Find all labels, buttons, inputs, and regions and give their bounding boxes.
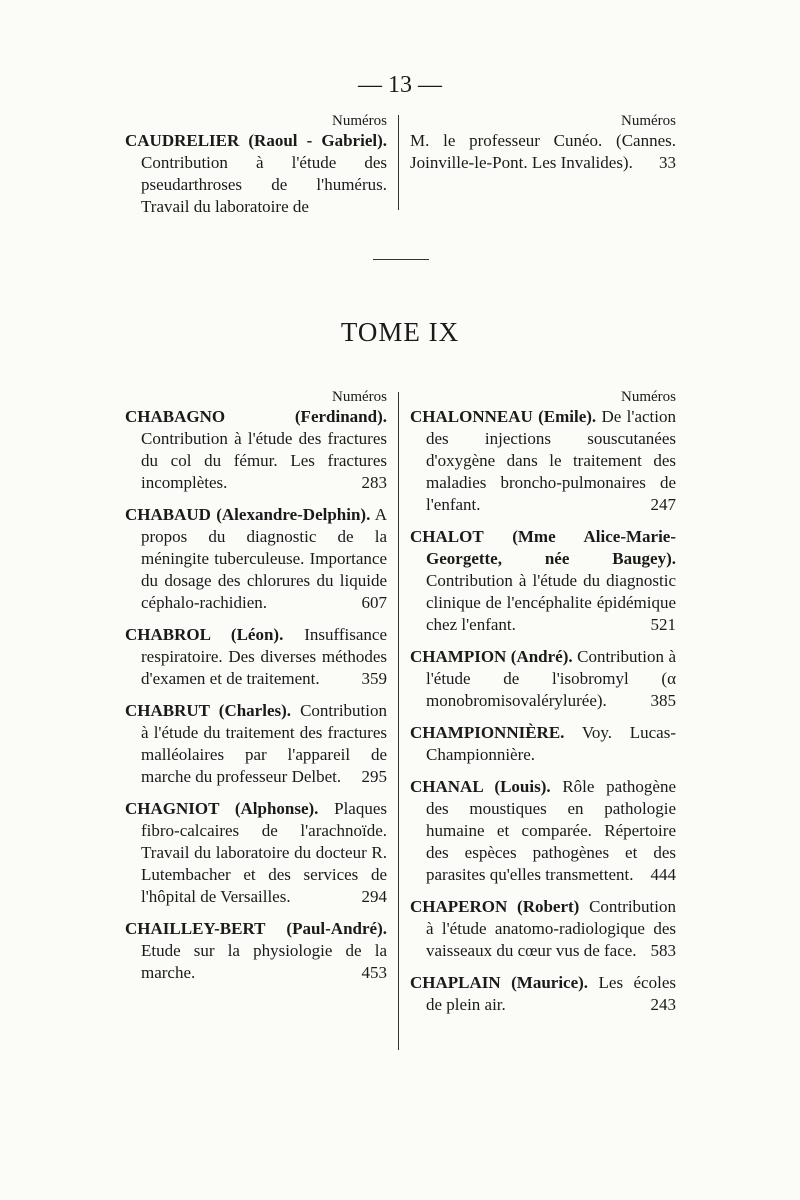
entry-number: 247	[650, 495, 676, 514]
left-entries	[125, 406, 387, 984]
entry-number: 243	[650, 995, 676, 1014]
entry-name: CHAGNIOT (Alphonse).	[125, 799, 319, 818]
section-rule	[373, 259, 429, 260]
index-entry	[410, 972, 676, 1016]
entry-name: CHAMPION (André).	[410, 647, 573, 666]
entry-name: CHANAL (Louis).	[410, 777, 551, 796]
index-entry	[410, 776, 676, 886]
entry-text: Contribution à l'étude des fractures du col du fémur. Les fractures incomplètes.	[141, 429, 387, 492]
page-number: — 13 —	[358, 72, 442, 98]
entry-name: CHAMPIONNIÈRE.	[410, 723, 565, 742]
entry-caudrelier	[125, 130, 387, 218]
column-header: Numéros	[621, 113, 676, 129]
index-entry	[125, 918, 387, 984]
entry-number: 294	[361, 887, 387, 906]
entry-name: CHABAUD (Alexandre-Delphin).	[125, 505, 371, 524]
entry-name: CHAILLEY-BERT (Paul-André).	[125, 919, 387, 938]
entry-number: 295	[361, 767, 387, 786]
entry-text: Insuffisance respiratoire. Des diverses méthodes d'examen et de traitement.	[141, 625, 387, 688]
entry-number: 33	[659, 153, 676, 172]
entry-name: CHAPLAIN (Maurice).	[410, 973, 589, 992]
entry-name: CHALONNEAU (Emile).	[410, 407, 597, 426]
index-entry	[125, 406, 387, 494]
top-left-column	[125, 112, 387, 228]
index-entry	[410, 526, 676, 636]
column-divider-top	[398, 115, 399, 210]
entry-text: Contribution à l'étude des pseudarthroses de l'humérus. Travail du laboratoire de	[141, 153, 387, 216]
entry-number: 385	[650, 691, 676, 710]
index-entry	[410, 722, 676, 766]
index-entry	[410, 896, 676, 962]
entry-text: Voy. Lucas-Championnière.	[426, 723, 676, 764]
entry-text: Contribution à l'étude de l'isobromyl (α monobromisovalérylurée).	[426, 647, 677, 710]
column-header: Numéros	[332, 389, 387, 405]
entry-name: CHALOT (Mme Alice-Marie-Georgette, née Baugey).	[410, 527, 676, 568]
entry-text: Plaques fibro-calcaires de l'arachnoïde. Travail du laboratoire du docteur R. Lutembacher et des services de l'hôpital de Versailles.	[141, 799, 388, 906]
entry-name: CAUDRELIER (Raoul - Gabriel).	[125, 131, 387, 150]
index-entry	[125, 504, 387, 614]
entry-text: Contribution à l'étude du diagnostic clinique de l'encéphalite épidémique chez l'enfant.	[426, 571, 676, 634]
entry-continuation	[410, 130, 676, 174]
entry-number: 583	[650, 941, 676, 960]
tome-title: TOME IX	[340, 317, 460, 347]
entry-text: A propos du diagnostic de la méningite tuberculeuse. Importance du dosage des chlorures du liquide céphalo-rachidien.	[141, 505, 387, 612]
index-entry	[125, 798, 387, 908]
entry-number: 283	[361, 473, 387, 492]
entry-text: Contribution à l'étude du traitement des fractures malléolaires par l'appareil de marche du professeur Delbet.	[141, 701, 387, 786]
right-column	[410, 388, 676, 1026]
right-entries	[410, 406, 676, 1016]
column-header: Numéros	[621, 389, 676, 405]
column-header: Numéros	[332, 113, 387, 129]
entry-number: 453	[361, 963, 387, 982]
entry-text: Contribution à l'étude anatomo-radiologique des vaisseaux du cœur vus de face.	[426, 897, 676, 960]
column-divider	[398, 392, 399, 1050]
entry-name: CHABROL (Léon).	[125, 625, 284, 644]
entry-number: 521	[650, 615, 676, 634]
index-entry	[125, 700, 387, 788]
entry-name: CHABRUT (Charles).	[125, 701, 292, 720]
entry-text: M. le professeur Cunéo. (Cannes. Joinville-le-Pont. Les Invalides).	[410, 131, 676, 172]
top-right-column	[410, 112, 676, 184]
entry-text: Etude sur la physiologie de la marche.	[141, 941, 387, 982]
entry-number: 607	[361, 593, 387, 612]
entry-text: Les écoles de plein air.	[426, 973, 676, 1014]
entry-number: 444	[650, 865, 676, 884]
index-entry	[410, 646, 676, 712]
entry-name: CHAPERON (Robert)	[410, 897, 580, 916]
entry-number: 359	[361, 669, 387, 688]
index-entry	[125, 624, 387, 690]
entry-name: CHABAGNO (Ferdinand).	[125, 407, 387, 426]
left-column	[125, 388, 387, 994]
entry-text: Rôle pathogène des moustiques en pathologie humaine et comparée. Répertoire des espèces pathogènes et des parasites qu'elles transmettent.	[426, 777, 677, 884]
entry-text: De l'action des injections souscutanées d'oxygène dans le traitement des maladies broncho-pulmonaires de l'enfant.	[426, 407, 676, 514]
index-entry	[410, 406, 676, 516]
